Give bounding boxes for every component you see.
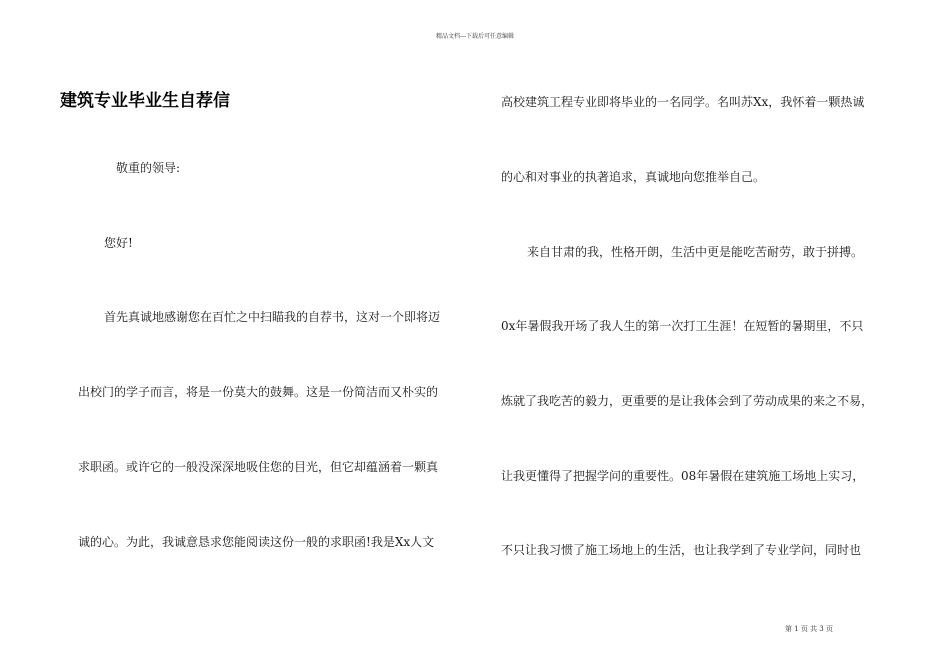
paragraph-line: 炼就了我吃苦的毅力，更重要的是让我体会到了劳动成果的来之不易，: [501, 394, 874, 408]
paragraph-line: 让我更懂得了把握学问的重要性。08年暑假在建筑施工场地上实习，: [501, 469, 865, 483]
paragraph-line: 求职函。或许它的一般没深深地吸住您的目光，但它却蕴涵着一颗真: [78, 460, 439, 474]
paragraph-line: 诚的心。为此，我诚意恳求您能阅读这份一般的求职函!我是Xx人文: [78, 535, 435, 549]
page-header: 精品文档---下载后可任意编辑: [435, 33, 515, 40]
paragraph-line: 0x年暑假我开场了我人生的第一次打工生涯！在短暂的暑期里，不只: [501, 319, 864, 333]
paragraph-line: 的心和对事业的执著追求，真诚地向您推举自己。: [501, 170, 766, 184]
document-title: 建筑专业毕业生自荐信: [60, 91, 230, 111]
paragraph-line: 首先真诚地感谢您在百忙之中扫瞄我的自荐书，这对一个即将迈: [104, 310, 441, 324]
paragraph-line: 出校门的学子而言，将是一份莫大的鼓舞。这是一份简洁而又朴实的: [78, 385, 439, 399]
paragraph-line: 不只让我习惯了施工场地上的生活，也让我学到了专业学问，同时也: [501, 543, 862, 557]
paragraph-line: 来自甘肃的我，性格开朗，生活中更是能吃苦耐劳，敢于拼搏。: [527, 245, 864, 259]
paragraph-line: 高校建筑工程专业即将毕业的一名同学。名叫苏Xx，我怀着一颗热诚: [501, 95, 865, 109]
page-indicator: 第 1 页 共 3 页: [784, 625, 833, 633]
salutation: 敬重的领导:: [116, 161, 181, 175]
greeting: 您好!: [104, 236, 133, 250]
